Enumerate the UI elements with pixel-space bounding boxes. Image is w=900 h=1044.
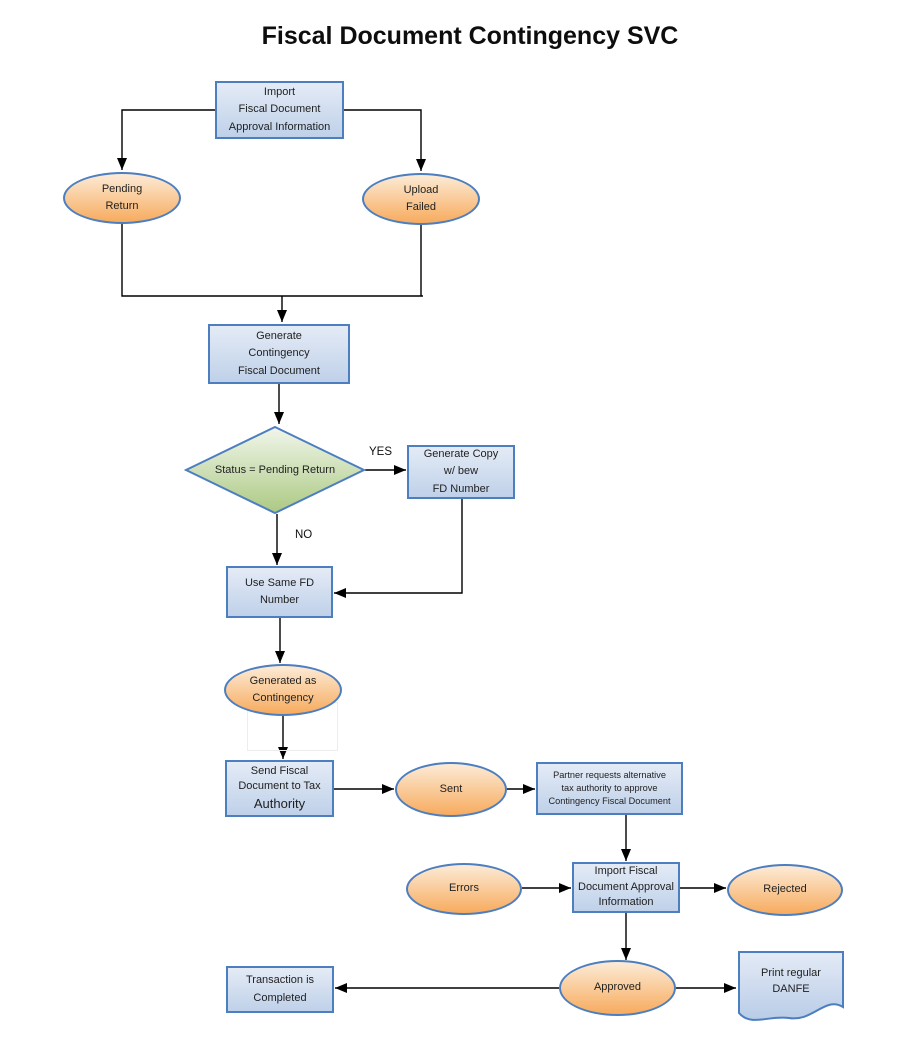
- node-generate-contingency-fiscal-document: [208, 324, 350, 384]
- label-line: Return: [105, 200, 139, 212]
- connector-import1-to-pending-return: [122, 110, 215, 170]
- node-rejected: [727, 864, 843, 916]
- node-approved: [559, 960, 676, 1016]
- label-line: Print regular: [761, 966, 821, 979]
- node-transaction-is-completed: [226, 966, 334, 1013]
- label-line: Contingency: [252, 692, 314, 704]
- label-line: Contingency Fiscal Document: [548, 795, 671, 806]
- label-line: Generated as: [249, 674, 317, 687]
- node-partner-requests-alternative-tax-authority: [536, 762, 683, 815]
- page-title: Fiscal Document Contingency SVC: [261, 22, 679, 50]
- label-line: Import Fiscal: [594, 865, 658, 878]
- label-line: FD Number: [432, 482, 490, 495]
- label-line: Sent: [439, 782, 463, 795]
- label-line: Document Approval: [578, 880, 674, 893]
- node-upload-failed: [362, 173, 480, 225]
- label-line: DANFE: [772, 983, 810, 995]
- label-line: Document to Tax: [238, 780, 321, 793]
- node-send-fiscal-document-to-tax-authority: [225, 760, 334, 817]
- edge-label-no: NO: [295, 529, 313, 541]
- label-line: Upload: [403, 183, 439, 196]
- node-generated-as-contingency: [224, 664, 342, 716]
- label-line: Send Fiscal: [250, 765, 309, 778]
- label-line: Use Same FD: [244, 576, 315, 589]
- node-print-regular-danfe: [737, 950, 845, 1024]
- node-status-pending-return-decision: [184, 425, 366, 515]
- node-pending-return: [63, 172, 181, 224]
- label-line: Rejected: [763, 883, 807, 896]
- label-line: Information: [598, 896, 654, 909]
- label-line: Number: [259, 594, 300, 606]
- label-line: Fiscal Document: [238, 364, 320, 377]
- connector-merge-horizontal: [122, 224, 423, 296]
- label-line: Errors: [449, 882, 479, 895]
- label-line: Authority: [253, 795, 306, 811]
- label-line: Transaction is: [245, 974, 315, 987]
- label-line: Failed: [406, 201, 436, 213]
- label-line: Generate: [256, 330, 302, 343]
- node-generate-copy-fd-number: [407, 445, 515, 499]
- node-import-fiscal-document-approval-1: [215, 81, 344, 139]
- label-line: Fiscal Document: [238, 103, 321, 116]
- label-line: Completed: [253, 991, 307, 1004]
- label-line: Approval Information: [228, 120, 331, 133]
- label-line: tax authority to approve: [561, 783, 658, 794]
- node-errors: [406, 863, 522, 915]
- label-line: Status = Pending Return: [214, 463, 336, 476]
- document-label: [737, 950, 845, 1024]
- node-sent: [395, 762, 507, 817]
- label-line: Import: [263, 86, 296, 99]
- label-line: w/ bew: [443, 465, 479, 478]
- edge-label-yes: YES: [369, 446, 393, 458]
- node-import-fiscal-document-approval-2: [572, 862, 680, 913]
- label-line: Generate Copy: [423, 448, 499, 461]
- connector-import1-to-upload-failed: [344, 110, 421, 171]
- label-line: Approved: [593, 981, 642, 994]
- label-line: Partner requests alternative: [553, 770, 666, 781]
- label-line: Pending: [101, 182, 143, 195]
- label-line: Contingency: [248, 347, 310, 360]
- node-use-same-fd-number: [226, 566, 333, 618]
